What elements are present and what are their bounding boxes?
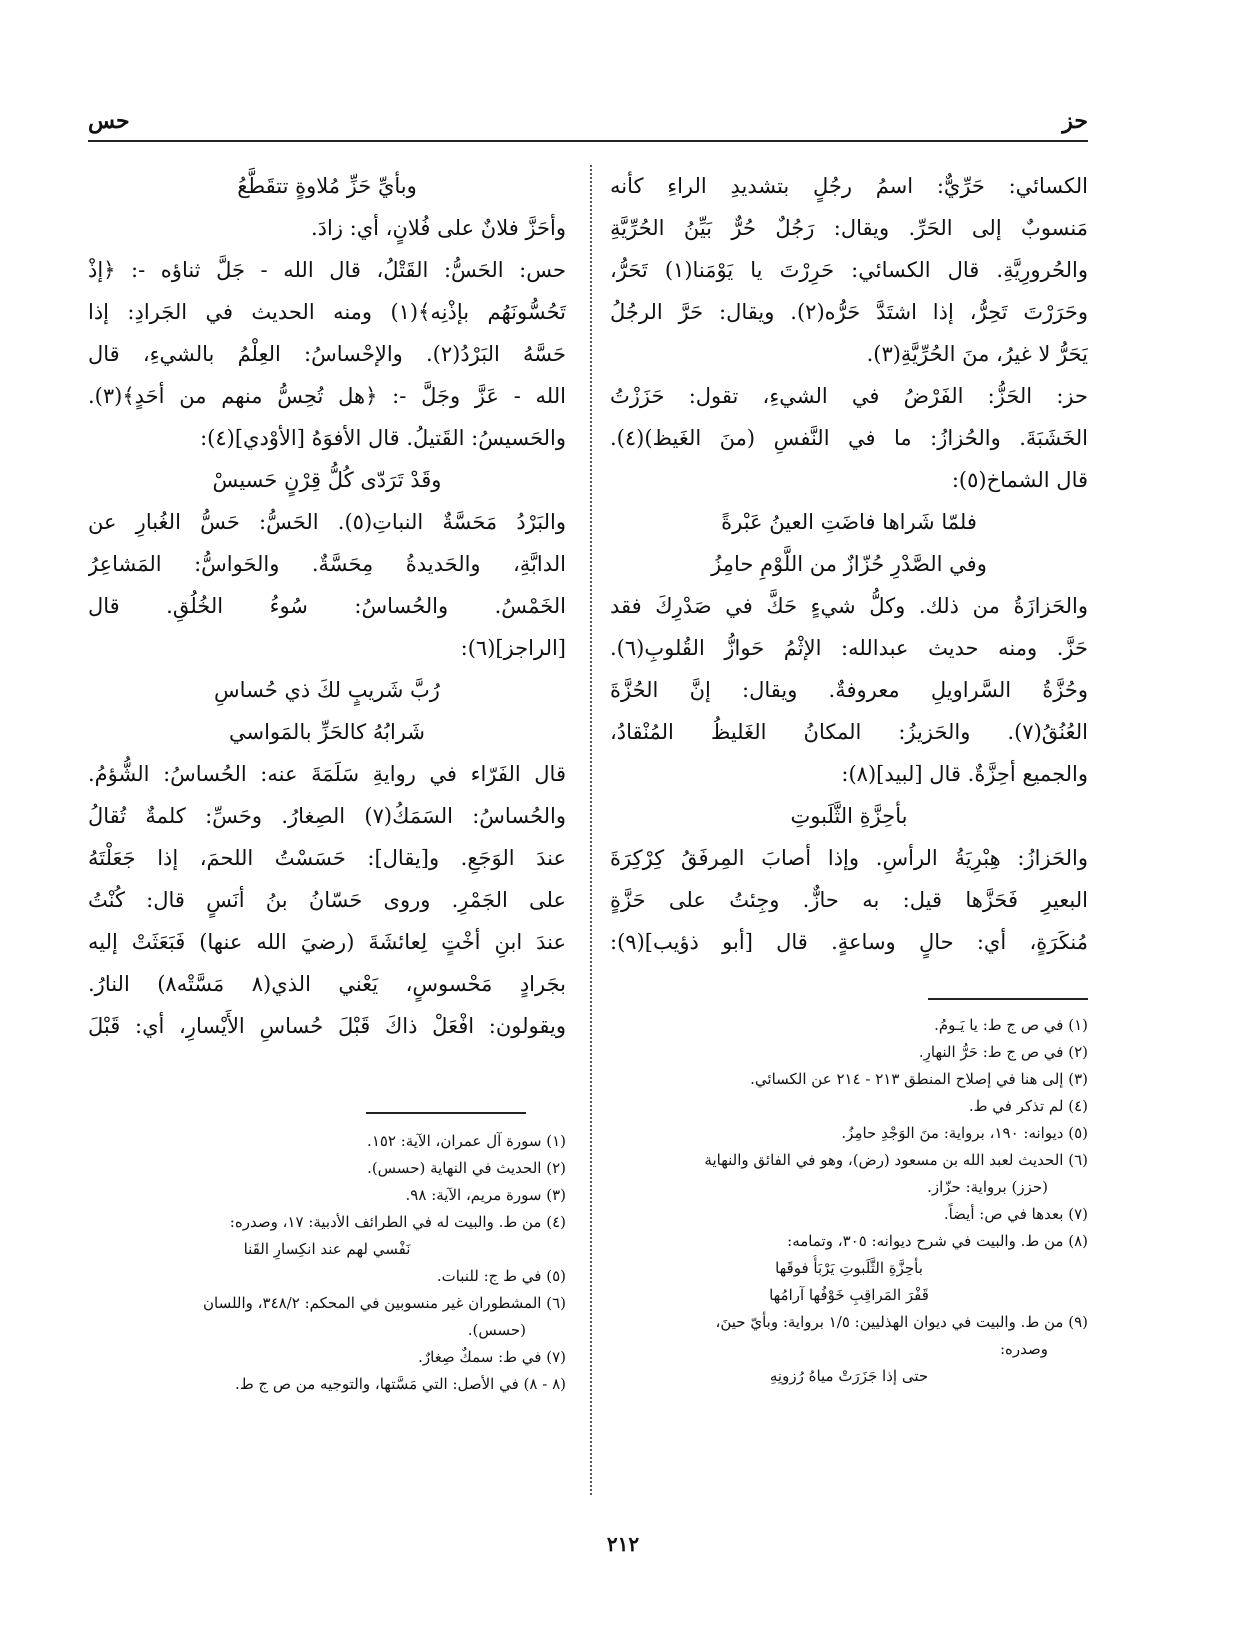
text-line: الخَشَبَةَ. والحُزازُ: ما في النَّفسِ (منَ الغَيظ)(٤).: [610, 426, 1088, 450]
footnote: (٦) الحديث لعبد الله بن مسعود (رض)، وهو في الفائق والنهاية: [704, 1151, 1088, 1169]
footnote: (٣) إلى هنا في إصلاح المنطق ٢١٣ - ٢١٤ عن الكسائي.: [750, 1070, 1088, 1088]
text-line: حَسَّهُ البَرْدُ(٢). والإحْساسُ: العِلْمُ بالشيءِ، قال: [88, 342, 566, 366]
text-line: قال الشماخ(٥):: [951, 468, 1088, 492]
text-line: ويقولون: افْعَلْ ذاكَ قَبْلَ حُساسِ الأَيْسارِ، أي: قَبْلَ: [88, 1014, 566, 1038]
footnote: (٤) من ط. والبيت له في الطرائف الأدبية: ١٧، وصدره:: [229, 1213, 566, 1231]
text-line: [الراجز](٦):: [460, 636, 566, 660]
footnote-continuation: (حزز) برواية: حزّاز.: [927, 1178, 1048, 1196]
right-column-text: [610, 165, 1088, 963]
verse-line: رُبَّ شَريبٍ لكَ ذي حُساسِ: [214, 678, 440, 702]
left-column-footnotes: [88, 1128, 566, 1398]
running-header: [88, 108, 1088, 142]
text-line: عندَ الوَجَعِ. و[يقال]: حَسَسْتُ اللحمَ، إذا جَعَلْتَهُ: [88, 846, 566, 870]
text-line: البعيرِ فَحَزَّها قيل: به حازٌّ. وجِئتُ على حَزَّةٍ: [610, 888, 1088, 912]
text-line: يَحَرُّ لا غيرُ، منَ الحُرِّيَّةِ(٣).: [866, 342, 1088, 366]
text-line: الله - عَزَّ وجَلَّ -: ﴿هل تُحِسُّ منهم من أحَدٍ﴾(٣).: [88, 384, 566, 408]
footnote-separator-left: [366, 1112, 526, 1114]
left-column-text: [88, 165, 566, 1047]
text-line: العُنُقُ(٧). والحَزيزُ: المكانُ الغَليظُ المُنْقادُ،: [610, 720, 1088, 744]
verse-line: وفي الصَّدْرِ حُزّازٌ من اللَّوْمِ حامِزُ: [711, 552, 987, 576]
verse-line: شَرابُهُ كالحَزِّ بالمَواسي: [229, 720, 425, 744]
text-line: وحُزَّةُ السَّراويلِ معروفةٌ. ويقال: إنَّ الحُزَّةَ: [610, 678, 1088, 702]
entry-hz: حز: الحَزُّ: الفَرْضُ في الشيءِ، تقول: حَزَزْتُ: [610, 384, 1088, 408]
footnote: (٥) في ط ج: للنبات.: [436, 1267, 566, 1285]
footnote: (٤) لم تذكر في ط.: [968, 1097, 1088, 1115]
text-line: مُنكَرَةٍ، أي: حالٍ وساعةٍ. قال [أبو ذؤيب](٩):: [610, 930, 1088, 954]
footnote: (٨ - ٨) في الأصل: التي مَسَّتها، والتوجيه من ص ج ط.: [235, 1375, 566, 1393]
footnote-continuation: (حسس).: [467, 1321, 526, 1339]
text-line: تَحُسُّونَهُم بإذْنِه﴾(١) ومنه الحديث في الجَرادِ: إذا: [88, 300, 566, 324]
text-line: والحُساسُ: السَمَكُ(٧) الصِغارُ. وحَسِّ: كلمةٌ تُقالُ: [88, 804, 566, 828]
footnote-verse: قَفْرَ المَراقِبِ خَوْفُها آرامُها: [769, 1286, 929, 1304]
right-column: [610, 165, 1088, 963]
text-line: حَزَّ. ومنه حديث عبدالله: الإثْمُ حَوازُّ القُلوبِ(٦).: [610, 636, 1088, 660]
footnote: (٧) بعدها في ص: أيضاً.: [943, 1205, 1088, 1223]
text-line: والجميع أحِزَّةٌ. قال [لبيد](٨):: [841, 762, 1088, 786]
text-line: الكسائي: حَرِّيٌّ: اسمُ رجُلٍ بتشديدِ الراءِ كأنه: [610, 174, 1088, 198]
text-line: والحَسيسُ: القَتيلُ. قال الأفوَهُ [الأوْدي](٤):: [200, 426, 566, 450]
right-column-footnotes: [610, 1012, 1088, 1390]
footnote: (٧) في ط: سمكٌ صِغارٌ.: [418, 1348, 566, 1366]
text-line: والبَرْدُ مَحَسَّةٌ النباتِ(٥). الحَسُّ: حَسُّ الغُبارِ عن: [88, 510, 566, 534]
entry-hs: حس: الحَسُّ: القَتْلُ، قال الله - جَلَّ ثناؤه -: ﴿إذْ: [88, 258, 566, 282]
footnote: (٨) من ط. والبيت في شرح ديوانه: ٣٠٥، وتمامه:: [787, 1232, 1088, 1250]
footnote: (٥) ديوانه: ١٩٠، برواية: منَ الوَجْدِ حامِزُ.: [841, 1124, 1088, 1142]
text-line: الدابَّةِ، والحَديدةُ مِحَسَّةٌ. والحَواسُّ: المَشاعِرُ: [88, 552, 566, 576]
footnote: (٩) من ط. والبيت في ديوان الهذليين: ١/٥ برواية: وبأيّ حينَ،: [715, 1313, 1088, 1331]
column-divider: [590, 165, 592, 1495]
verse-line: بأحِزَّةِ الثَّلَبوتِ: [790, 804, 908, 828]
verse-line: وقَدْ تَرَدّى كُلُّ قِرْنٍ حَسيسْ: [212, 468, 442, 492]
footnote-verse: نَفْسي لهم عند انكِسارِ القَنا: [243, 1240, 411, 1258]
text-line: بجَرادٍ مَحْسوسٍ، يَعْني الذي(٨ مَسَّتْه٨) النارُ.: [88, 972, 566, 996]
footnote-verse: بأحِزَّةِ الثَّلَبوتِ يَرْبَأُ فوقَها: [775, 1259, 923, 1277]
footnote: (٣) سورة مريم، الآية: ٩٨.: [405, 1186, 566, 1204]
text-line: قال الفَرّاء في روايةِ سَلَمَةَ عنه: الحُساسُ: الشُّؤمُ.: [88, 762, 566, 786]
text-line: مَنسوبٌ إلى الحَرِّ. ويقال: رَجُلٌ حُرٌّ بَيِّنُ الحُرِّيَّةِ: [610, 216, 1088, 240]
verse-line: وبأيِّ حَزِّ مُلاوةٍ تتقَطَّعُ: [237, 174, 417, 198]
left-column: [88, 165, 566, 1047]
footnote: (٦) المشطوران غير منسوبين في المحكم: ٣٤٨/٢، واللسان: [202, 1294, 566, 1312]
footnote: (١) سورة آل عمران، الآية: ١٥٢.: [367, 1132, 566, 1150]
text-line: وحَرَرْتَ تَحِرُّ، إذا اشتَدَّ حَرُّه(٢). ويقال: حَرَّ الرجُلُ: [610, 300, 1088, 324]
footnote: (٢) الحديث في النهاية (حسس).: [367, 1159, 566, 1177]
page-number: ٢١٢: [606, 1532, 640, 1556]
footnote: (٢) في ص ج ط: حَرُّ النهارِ.: [918, 1043, 1088, 1061]
text-line: وأحَزَّ فلانٌ على فُلانٍ، أي: زادَ.: [310, 216, 566, 240]
verse-line: فلمّا شَراها فاضَتِ العينُ عَبْرةً: [721, 510, 977, 534]
footnote-continuation: وصدره:: [999, 1340, 1048, 1358]
header-right-word: حز: [1062, 108, 1088, 134]
footnote-verse: حتى إذا جَزَرَتْ مياهُ رُزونِهِ: [769, 1367, 929, 1385]
text-line: والحَزازُ: هِبْرِيَةُ الرأسِ. وإذا أصابَ المِرفَقُ كِرْكِرَةَ: [610, 846, 1088, 870]
header-left-word: حس: [88, 108, 130, 134]
text-line: على الجَمْرِ. وروى حَسّانُ بنُ أنَسٍ قال: كُنْتُ: [88, 888, 566, 912]
text-line: والحَزازَةُ من ذلك. وكلُّ شيءٍ حَكَّ في صَدْرِكَ فقد: [610, 594, 1088, 618]
footnote: (١) في ص ج ط: يا يَـومُ.: [934, 1016, 1088, 1034]
text-line: والحُرورِيَّةِ. قال الكسائي: حَرِرْتَ يا يَوْمَنا(١) تَحَرُّ،: [610, 258, 1088, 282]
footnote-separator-right: [928, 998, 1088, 1000]
text-line: الخَمْسُ. والحُساسُ: سُوءُ الخُلُقِ. قال: [88, 594, 566, 618]
text-line: عندَ ابنِ أخْتٍ لِعائشَةَ (رضيَ الله عنها) فَبَعَثَتْ إليه: [88, 930, 566, 954]
